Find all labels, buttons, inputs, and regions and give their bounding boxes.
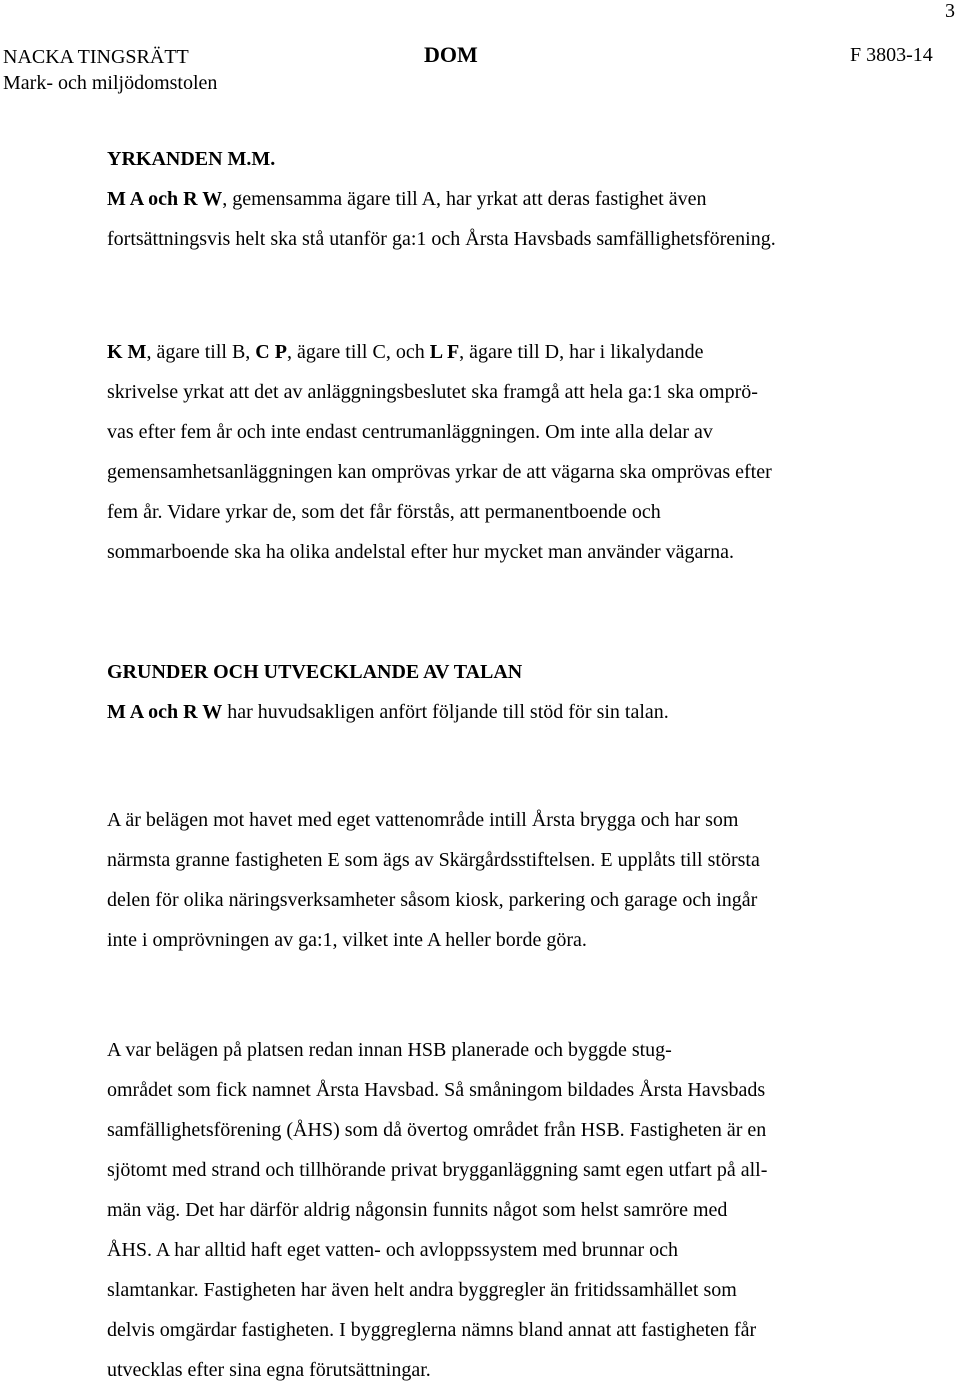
party-name: K M	[107, 341, 147, 363]
paragraph-line: närmsta granne fastigheten E som ägs av Skärgårdsstiftelsen. E upplåts till största	[107, 849, 760, 871]
paragraph-line: sjötomt med strand och tillhörande privat brygganläggning samt egen utfart på all-	[107, 1159, 768, 1181]
paragraph-text: , ägare till B,	[146, 341, 256, 363]
document-type: DOM	[424, 42, 478, 67]
party-name: C P	[255, 341, 287, 363]
section-heading-grounds: GRUNDER OCH UTVECKLANDE AV TALAN	[107, 661, 523, 683]
party-name: M A	[107, 188, 144, 210]
header-court-block	[3, 44, 217, 96]
court-division: Mark- och miljödomstolen	[3, 72, 218, 94]
paragraph-line: ÅHS. A har alltid haft eget vatten- och avloppssystem med brunnar och	[107, 1239, 678, 1261]
party-name: R W	[183, 188, 223, 210]
claim-paragraph-1-line-1	[107, 179, 897, 219]
claim-paragraph-2-line-6: sommarboende ska ha olika andelstal efter hur mycket man använder vägarna.	[107, 541, 734, 563]
court-name: NACKA TINGSRÄTT	[3, 46, 189, 68]
paragraph-line: delvis omgärdar fastigheten. I byggreglerna nämns bland annat att fastigheten får	[107, 1319, 757, 1341]
paragraph-text: , ägare till D, har i likalydande	[459, 341, 704, 363]
grounds-paragraph-2	[107, 1030, 897, 1390]
paragraph-text: , ägare till C, och	[286, 341, 430, 363]
section-heading-claims: YRKANDEN M.M.	[107, 148, 276, 170]
claim-paragraph-2-line-2: skrivelse yrkat att det av anläggningsbeslutet ska framgå att hela ga:1 ska omprö-	[107, 381, 758, 403]
claim-paragraph-2-line-1	[107, 332, 897, 372]
paragraph-line: området som fick namnet Årsta Havsbad. Så småningom bildades Årsta Havsbads	[107, 1079, 766, 1101]
paragraph-text: har huvudsakligen anfört följande till stöd för sin talan.	[222, 701, 669, 723]
case-number: F 3803-14	[850, 44, 933, 66]
claim-paragraph-1-line-2: fortsättningsvis helt ska stå utanför ga:1 och Årsta Havsbads samfällighetsförening.	[107, 228, 776, 250]
paragraph-line: A är belägen mot havet med eget vattenområde intill Årsta brygga och har som	[107, 809, 739, 831]
paragraph-line: slamtankar. Fastigheten har även helt andra byggregler än fritidssamhället som	[107, 1279, 737, 1301]
claims-section	[107, 139, 897, 259]
paragraph-line: A var belägen på platsen redan innan HSB planerade och byggde stug-	[107, 1039, 672, 1061]
paragraph-line: utvecklas efter sina egna förutsättningar.	[107, 1359, 431, 1381]
claim-paragraph-2-line-5: fem år. Vidare yrkar de, som det får förstås, att permanentboende och	[107, 501, 661, 523]
party-name: L F	[429, 341, 460, 363]
paragraph-line: inte i omprövningen av ga:1, vilket inte A heller borde göra.	[107, 929, 587, 951]
conjunction: och	[143, 701, 184, 723]
grounds-paragraph-1	[107, 800, 897, 960]
paragraph-line: samfällighetsförening (ÅHS) som då övertog området från HSB. Fastigheten är en	[107, 1119, 767, 1141]
page-number: 3	[945, 0, 955, 22]
claim-paragraph-2	[107, 332, 897, 572]
paragraph-line: delen för olika näringsverksamheter såsom kiosk, parkering och garage och ingår	[107, 889, 758, 911]
conjunction: och	[143, 188, 184, 210]
party-name: M A	[107, 701, 144, 723]
claim-paragraph-2-line-3: vas efter fem år och inte endast centrumanläggningen. Om inte alla delar av	[107, 421, 713, 443]
grounds-intro	[107, 692, 897, 732]
paragraph-line: män väg. Det har därför aldrig någonsin funnits något som helst samröre med	[107, 1199, 728, 1221]
grounds-section	[107, 652, 897, 732]
party-name: R W	[183, 701, 223, 723]
claim-paragraph-2-line-4: gemensamhetsanläggningen kan omprövas yrkar de att vägarna ska omprövas efter	[107, 461, 772, 483]
paragraph-text: , gemensamma ägare till A, har yrkat att deras fastighet även	[222, 188, 707, 210]
